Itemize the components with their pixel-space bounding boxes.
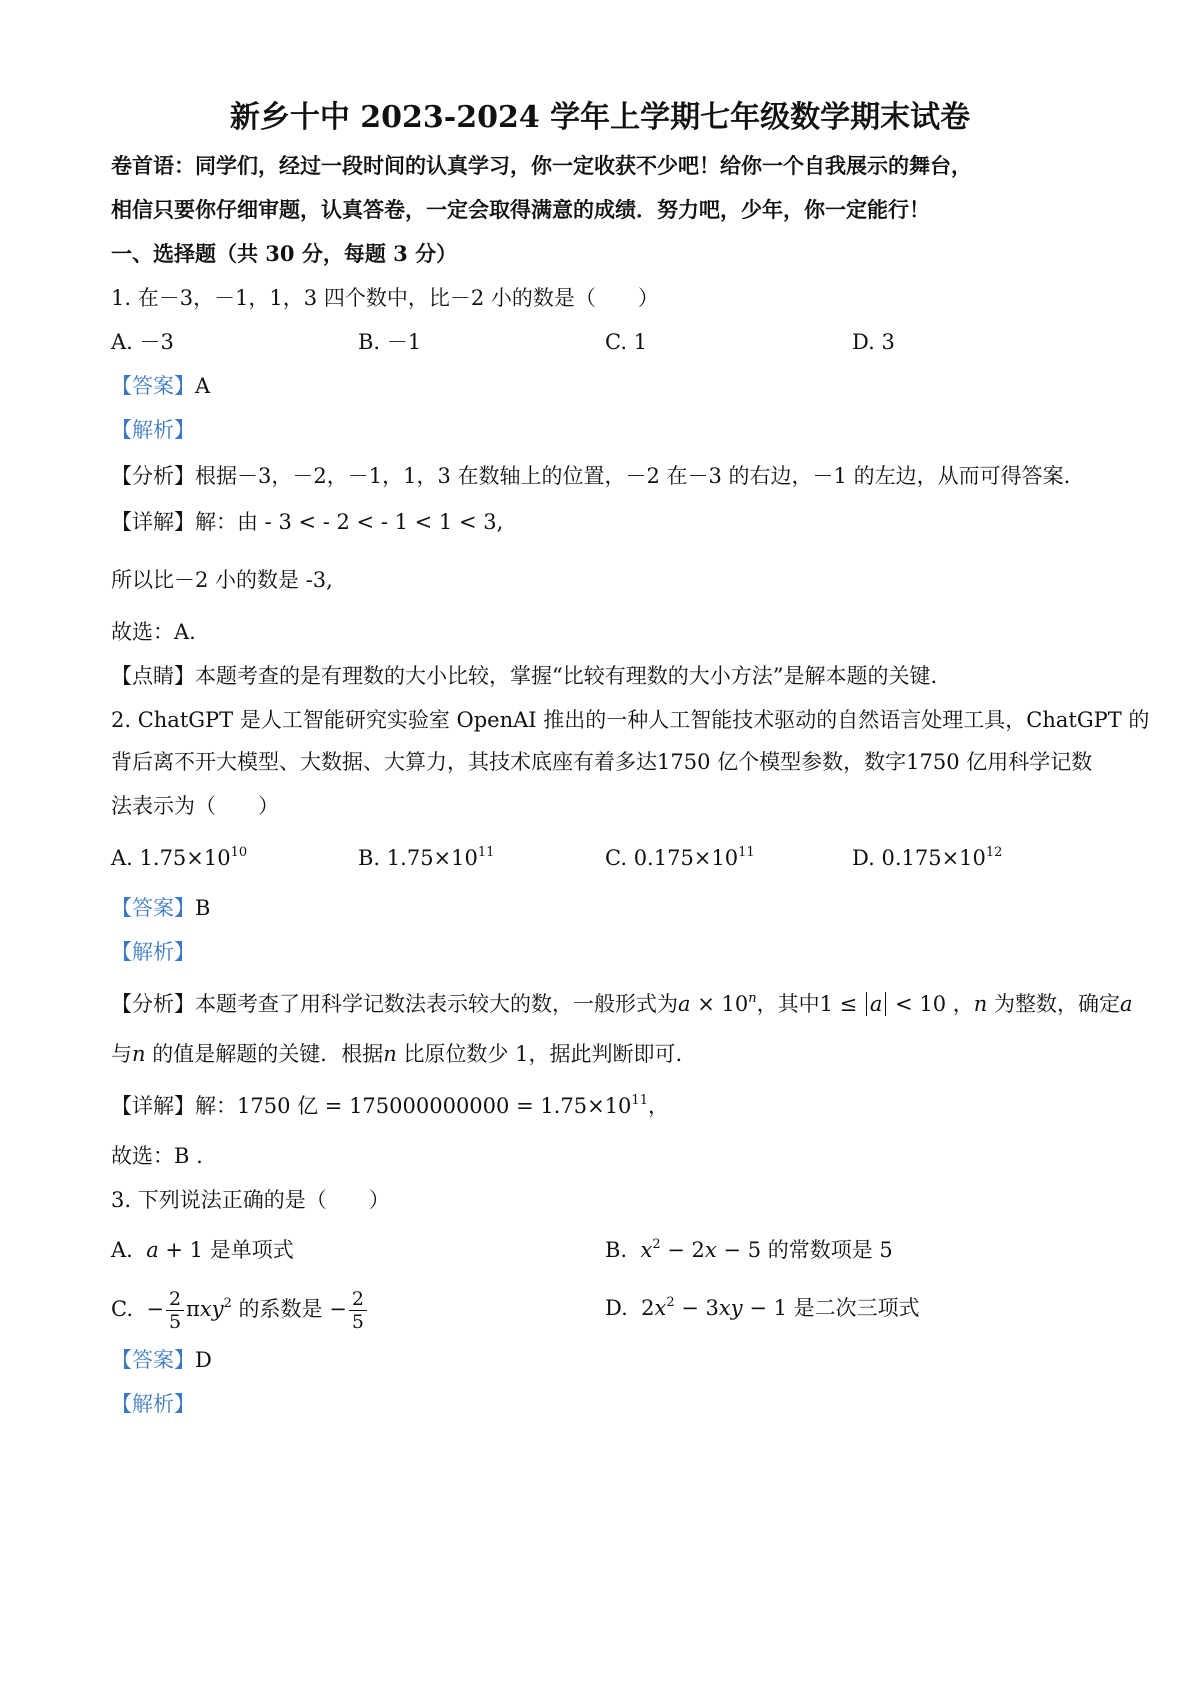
math-n: n: [973, 992, 988, 1016]
q1-detail: [111, 508, 503, 536]
q2-option-d-exp: 12: [985, 845, 1003, 860]
q2-fenxi-line-2: [111, 1040, 682, 1068]
q3-option-d: D. $2x^2 - 3xy - 1$ 是二次三项式: [605, 1295, 920, 1320]
q2-option-b-base: 1.75×10: [386, 846, 478, 870]
q2-option-b-exp: 11: [477, 845, 495, 860]
q2-detail-exp: 11: [631, 1093, 648, 1108]
q2-option-b: [358, 844, 494, 872]
q2-option-a-base: 1.75×10: [139, 846, 231, 870]
section-heading: 一、选择题（共 30 分，每题 3 分）: [111, 241, 458, 266]
q2-fenxi-text-3: 为整数，确定: [993, 992, 1120, 1016]
answer-tag: 【答案】: [111, 374, 195, 398]
q2-detail-end: ，: [647, 1094, 669, 1118]
fraction-2-5-coef: $\frac{2}{5}$: [349, 1288, 367, 1333]
q2-option-d: [852, 844, 1002, 872]
q1-choose: 故选：A.: [111, 620, 196, 644]
q2-answer: [111, 894, 210, 922]
q1-detail-line-2: 所以比－2 小的数是 -3,: [111, 568, 333, 592]
dianjing-tag: 【点睛】: [111, 664, 195, 688]
q2-option-d-base: 0.175×10: [881, 846, 986, 870]
q2-detail-text: 解：1750 亿 = 175000000000 = 1.75×10: [195, 1094, 632, 1118]
q1-dianjing: [111, 662, 937, 690]
q2-option-a-exp: 10: [230, 845, 248, 860]
math-n-2: n: [132, 1042, 146, 1066]
q2-fenxi-text-4: 与: [111, 1042, 132, 1066]
q3-option-a-text: 是单项式: [209, 1238, 294, 1262]
q1-detail-text: 解：由 - 3 < - 2 < - 1 < 1 < 3,: [195, 510, 504, 534]
q1-analysis-heading: [111, 416, 195, 444]
answer-tag: 【答案】: [111, 1348, 195, 1372]
q2-option-a-label: A.: [111, 846, 133, 870]
q2-analysis-heading: [111, 938, 195, 966]
q2-choose: 故选：B .: [111, 1144, 203, 1168]
q3-option-d-text: 是二次三项式: [793, 1296, 920, 1320]
detail-tag: 【详解】: [111, 1094, 195, 1118]
q3-option-b: B. $x^2 - 2x - 5$ 的常数项是 5: [605, 1237, 893, 1262]
q3-option-b-text: 的常数项是 5: [767, 1238, 893, 1262]
q1-stem: 1. 在－3，－1，1，3 四个数中，比－2 小的数是（ ）: [111, 286, 659, 310]
q1-dianjing-text: 本题考查的是有理数的大小比较，掌握“比较有理数的大小方法”是解本题的关键.: [195, 664, 938, 688]
analysis-tag: 【解析】: [111, 1392, 195, 1416]
q3-analysis-heading: [111, 1390, 195, 1418]
preface-line-1: 卷首语：同学们，经过一段时间的认真学习，你一定收获不少吧！给你一个自我展示的舞台，: [111, 153, 972, 178]
q2-fenxi: 【分析】本题考查了用科学记数法表示较大的数，一般形式为$a \times 10^n$，其中1 ≤ a < 10 ，n 为整数，确定a: [111, 991, 1133, 1016]
q2-fenxi-text-6: 比原位数少 1，据此判断即可.: [403, 1042, 683, 1066]
fraction-2-5: $\frac{2}{5}$: [166, 1288, 184, 1333]
q3-option-a: A. a + 1 是单项式: [111, 1238, 294, 1262]
preface-line-2: 相信只要你仔细审题，认真答卷，一定会取得满意的成绩．努力吧，少年，你一定能行！: [111, 197, 930, 222]
math-n-3: n: [383, 1042, 397, 1066]
q1-option-c: C. 1: [605, 330, 648, 354]
q2-option-d-label: D.: [852, 846, 875, 870]
math-a-plus-1: a: [146, 1238, 159, 1262]
q2-option-c-base: 0.175×10: [633, 846, 739, 870]
q3-answer-value: D: [195, 1348, 212, 1372]
q2-stem-line-1: 2. ChatGPT 是人工智能研究实验室 OpenAI 推出的一种人工智能技术驱动的自然语言处理工具，ChatGPT 的: [111, 708, 1150, 732]
q1-fenxi-text: 根据－3，－2，－1，1，3 在数轴上的位置，－2 在－3 的右边，－1 的左边，从而可得答案.: [195, 464, 1071, 488]
q2-option-c: [605, 844, 755, 872]
q2-stem-line-3: 法表示为（ ）: [111, 794, 279, 818]
q1-option-b: B. －1: [358, 330, 422, 354]
math-n-exp: n: [748, 991, 757, 1006]
q2-option-b-label: B.: [358, 846, 381, 870]
analysis-tag: 【解析】: [111, 418, 195, 442]
math-a: a: [678, 992, 691, 1016]
detail-tag: 【详解】: [111, 510, 195, 534]
math-x-squared: x: [640, 1238, 653, 1262]
q2-detail: [111, 1092, 669, 1120]
q2-option-c-exp: 11: [738, 845, 755, 860]
analysis-tag: 【解析】: [111, 940, 195, 964]
q2-fenxi-text-1: 本题考查了用科学记数法表示较大的数，一般形式为: [195, 992, 678, 1016]
q2-option-c-label: C.: [605, 846, 627, 870]
q2-fenxi-text-2: ，其中: [756, 992, 820, 1016]
q2-stem-line-2: 背后离不开大模型、大数据、大算力，其技术底座有着多达1750 亿个模型参数，数字1750 亿用科学记数: [111, 750, 1093, 774]
fenxi-tag: 【分析】: [111, 464, 195, 488]
q2-answer-value: B: [195, 896, 211, 920]
q3-answer: [111, 1346, 212, 1374]
q1-option-a: A. －3: [111, 330, 174, 354]
q1-answer-value: A: [195, 374, 211, 398]
q1-option-d: D. 3: [852, 330, 895, 354]
answer-tag: 【答案】: [111, 896, 195, 920]
q1-fenxi: [111, 462, 1070, 490]
page-title: 新乡十中 2023-2024 学年上学期七年级数学期末试卷: [229, 100, 971, 135]
q3-option-c-text: 的系数是: [238, 1297, 323, 1321]
math-a-2: a: [1119, 992, 1133, 1016]
q2-option-a: [111, 844, 247, 872]
fenxi-tag: 【分析】: [111, 992, 195, 1016]
q3-option-c: C. − $\frac{2}{5}$ πxy$^2$ 的系数是 − $\frac{2}{5}$: [111, 1288, 369, 1333]
q3-stem: 3. 下列说法正确的是（ ）: [111, 1188, 390, 1212]
math-abs-a: a: [866, 992, 887, 1016]
q2-fenxi-text-5: 的值是解题的关键．根据: [152, 1042, 384, 1066]
q1-answer: [111, 372, 210, 400]
